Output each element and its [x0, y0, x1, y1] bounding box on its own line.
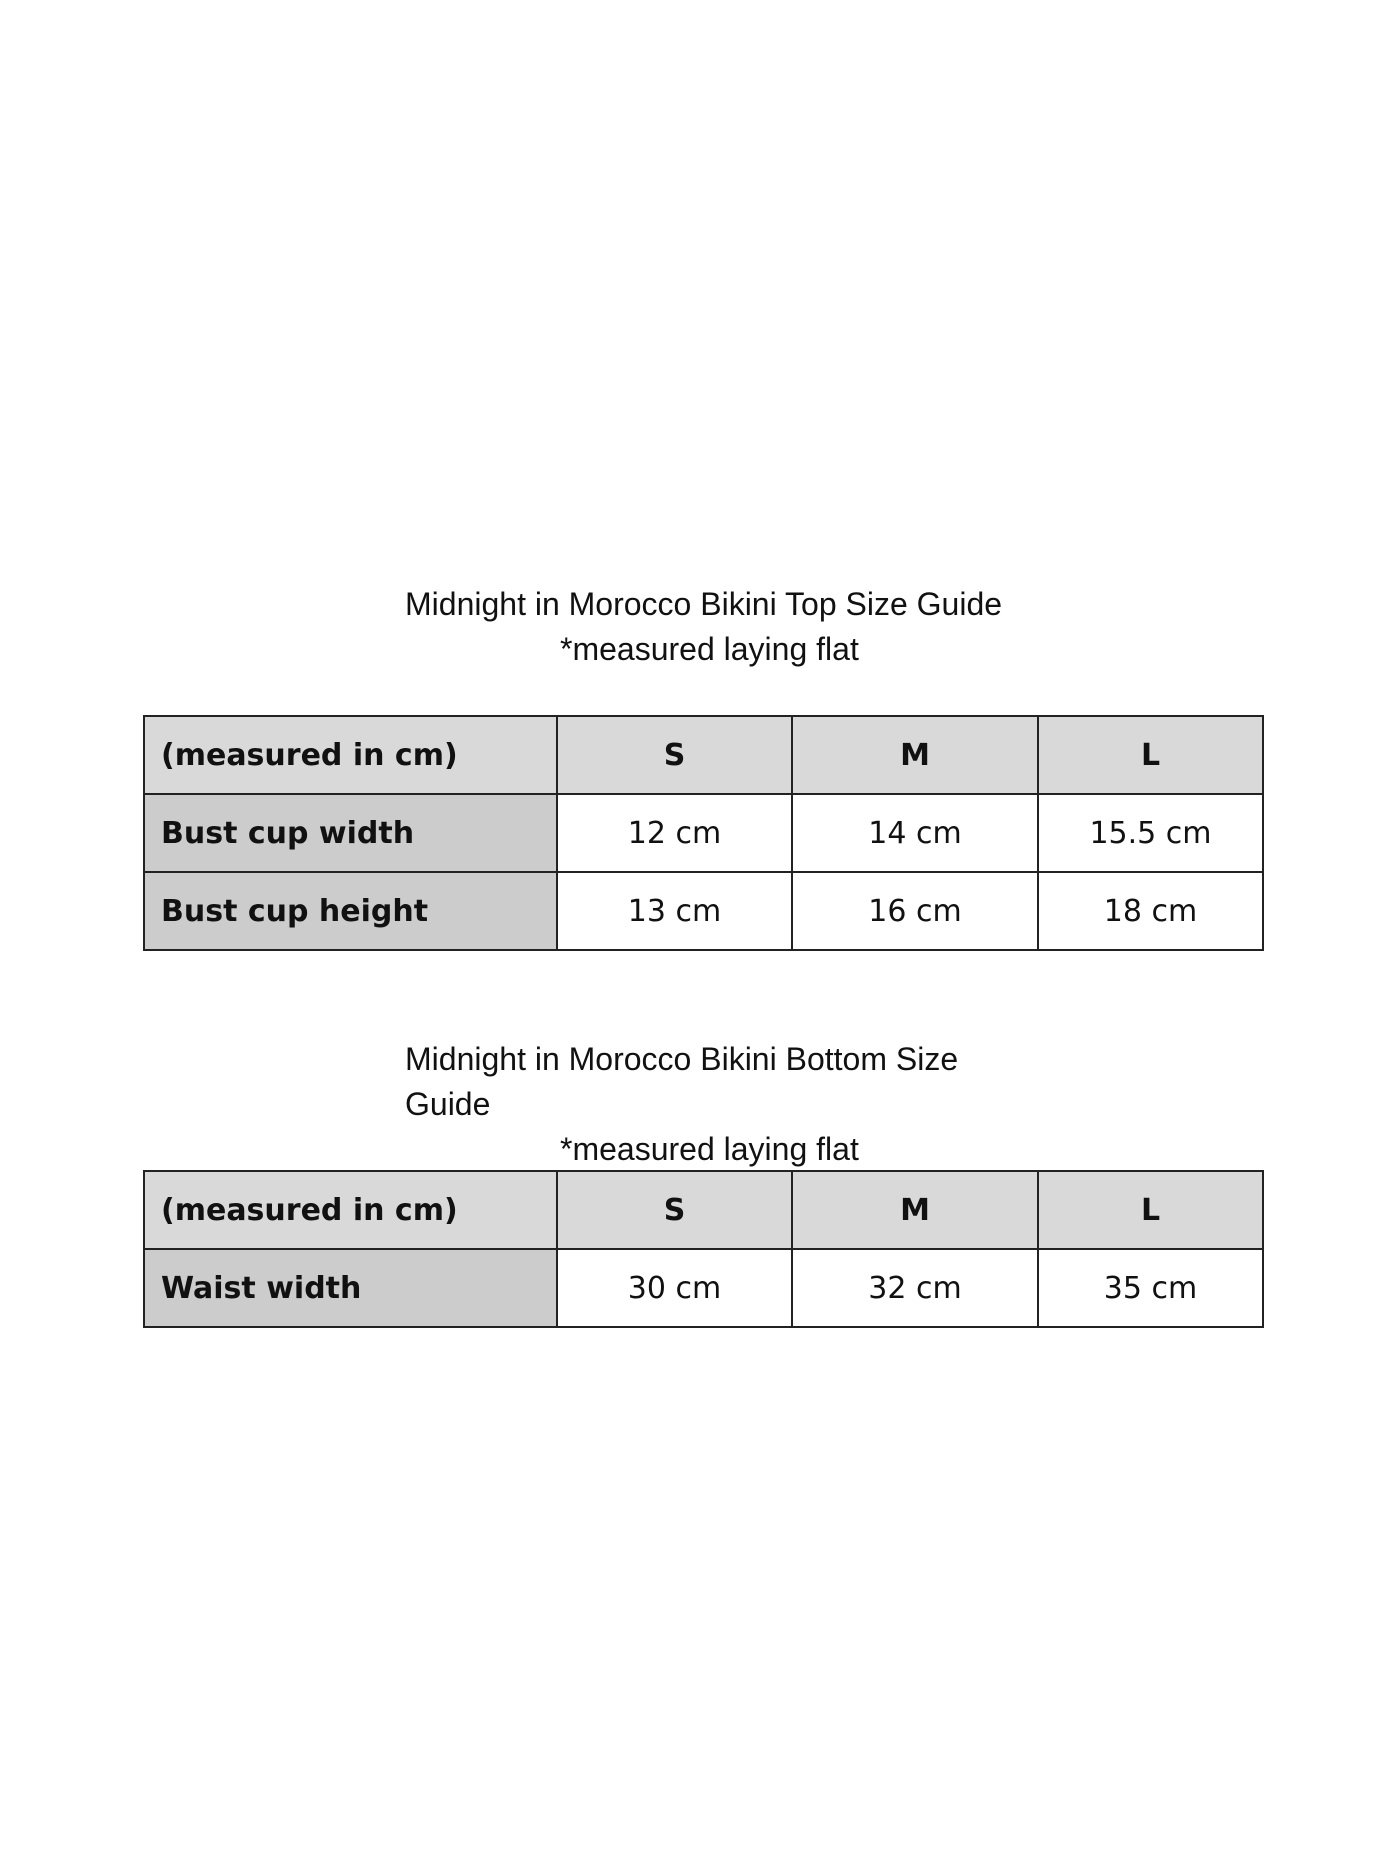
row-label-bust-cup-width: Bust cup width — [144, 794, 557, 872]
table-header-row — [144, 716, 1263, 794]
table-cell: 13 cm — [557, 872, 792, 950]
bottom-size-table — [143, 1170, 1264, 1328]
header-cell-size-l: L — [1038, 1171, 1263, 1249]
table-row — [144, 794, 1263, 872]
table-cell: 15.5 cm — [1038, 794, 1263, 872]
bottom-guide-note: *measured laying flat — [560, 1131, 859, 1167]
header-cell-size-m: M — [792, 1171, 1038, 1249]
header-cell-size-m: M — [792, 716, 1038, 794]
top-size-table — [143, 715, 1264, 951]
header-cell-unit: (measured in cm) — [144, 1171, 557, 1249]
header-cell-size-s: S — [557, 1171, 792, 1249]
header-cell-size-s: S — [557, 716, 792, 794]
table-row — [144, 872, 1263, 950]
row-label-waist-width: Waist width — [144, 1249, 557, 1327]
top-guide-heading — [405, 582, 1045, 672]
table-header-row — [144, 1171, 1263, 1249]
header-cell-size-l: L — [1038, 716, 1263, 794]
table-cell: 30 cm — [557, 1249, 792, 1327]
header-cell-unit: (measured in cm) — [144, 716, 557, 794]
bottom-guide-heading — [405, 1037, 1045, 1172]
table-cell: 32 cm — [792, 1249, 1038, 1327]
top-guide-title: Midnight in Morocco Bikini Top Size Guide — [405, 586, 1003, 622]
table-cell: 18 cm — [1038, 872, 1263, 950]
table-cell: 12 cm — [557, 794, 792, 872]
row-label-bust-cup-height: Bust cup height — [144, 872, 557, 950]
table-cell: 16 cm — [792, 872, 1038, 950]
top-guide-note: *measured laying flat — [560, 631, 859, 667]
table-cell: 14 cm — [792, 794, 1038, 872]
table-row — [144, 1249, 1263, 1327]
table-cell: 35 cm — [1038, 1249, 1263, 1327]
bottom-guide-title: Midnight in Morocco Bikini Bottom Size Guide — [405, 1041, 959, 1122]
